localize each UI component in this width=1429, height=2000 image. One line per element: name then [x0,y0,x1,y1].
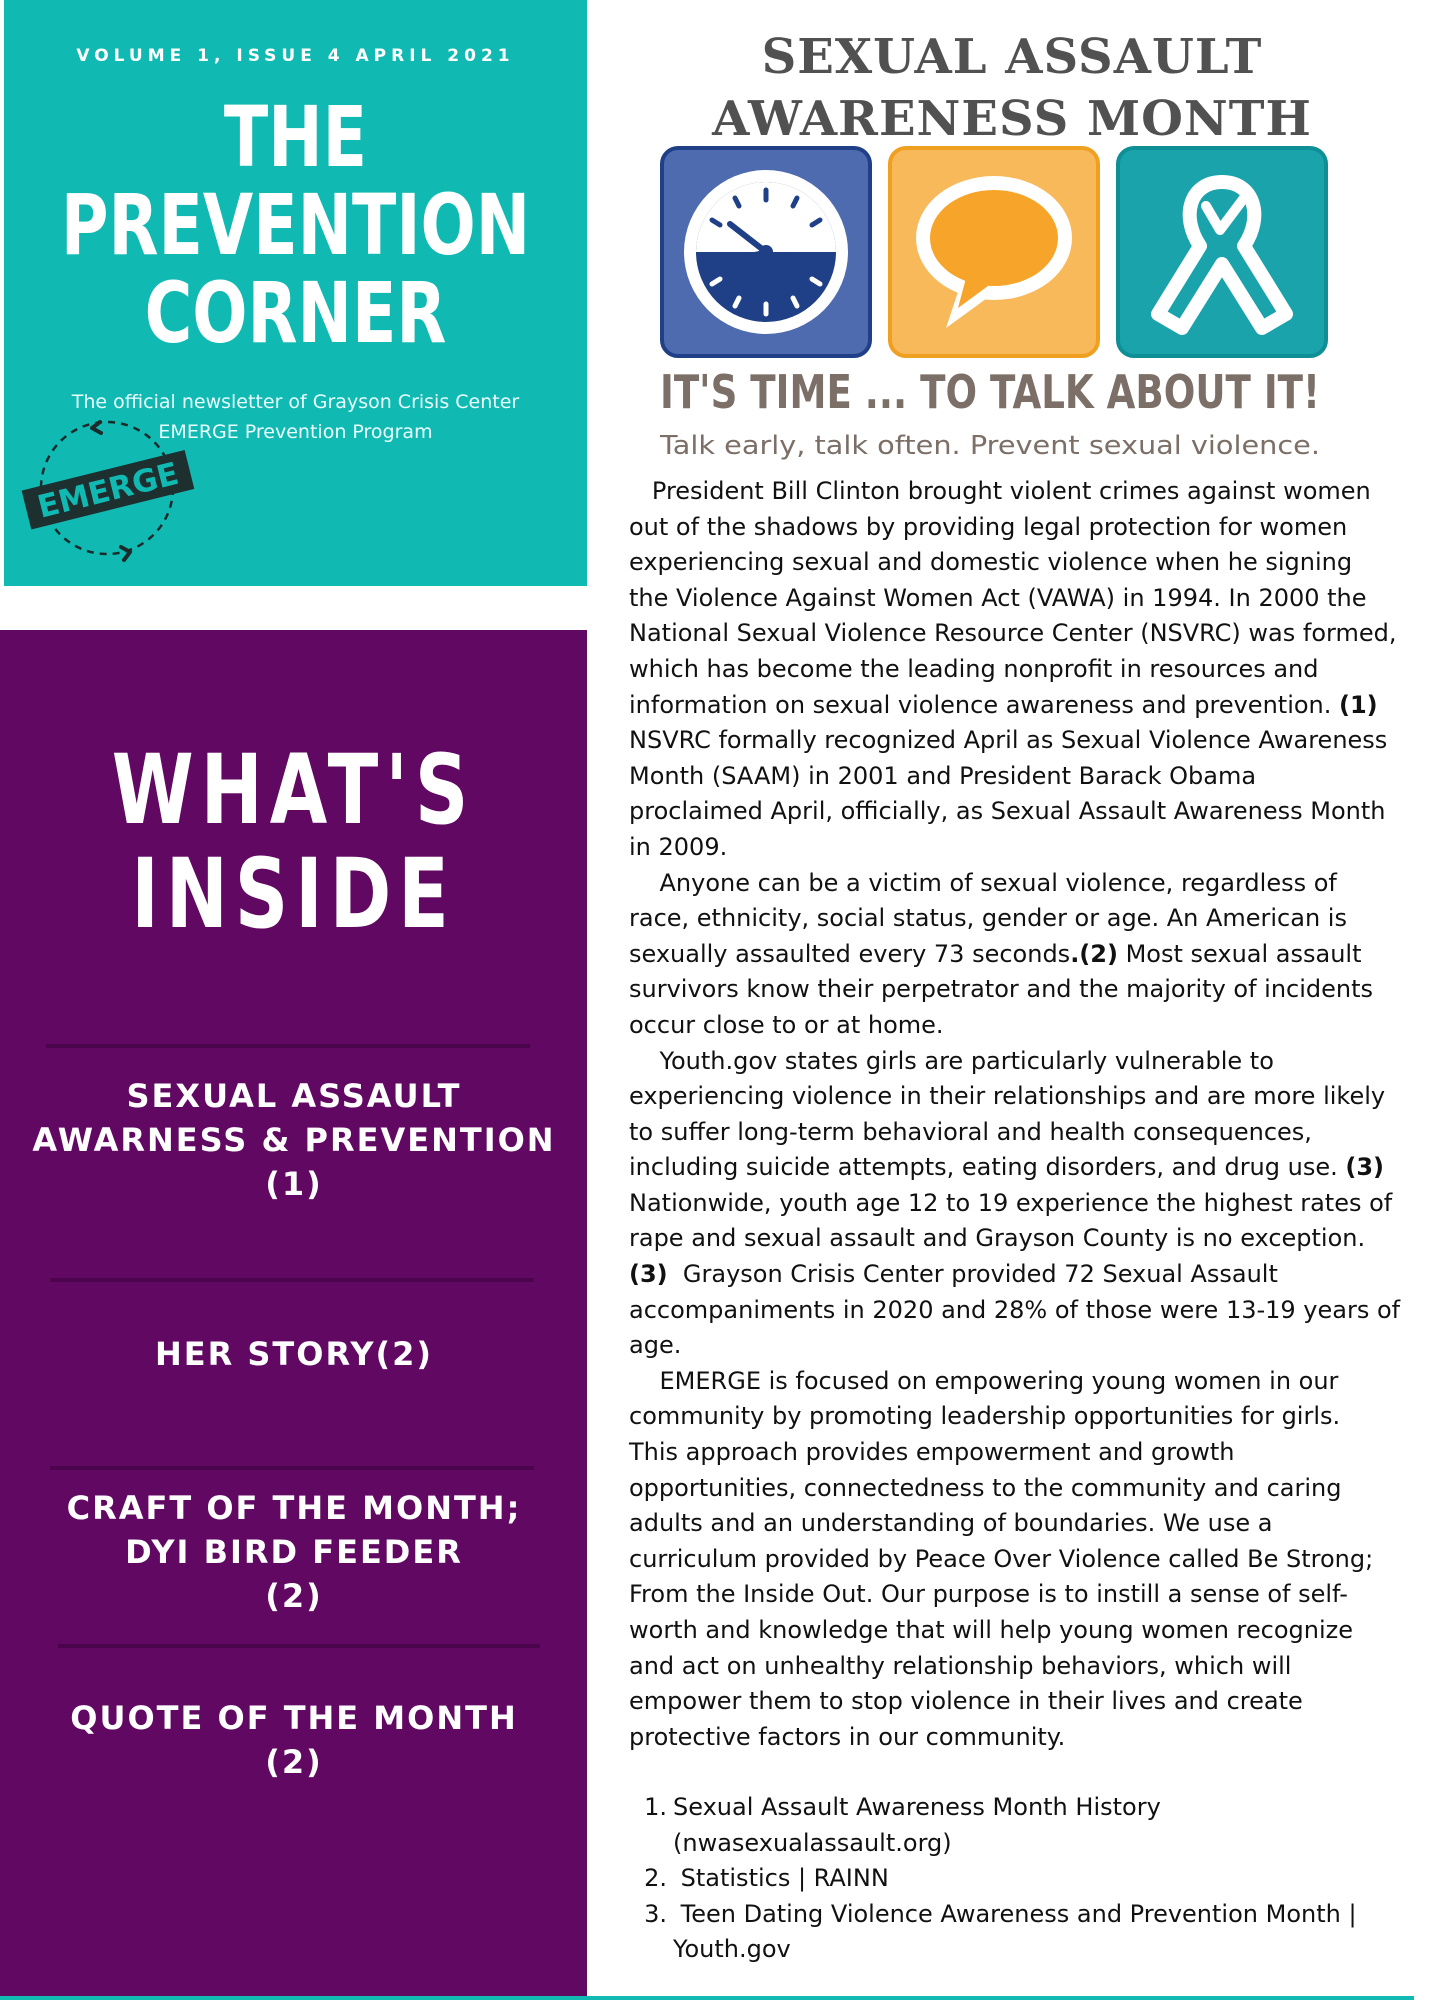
heading-line: INSIDE [131,838,456,950]
graphic-tagline: IT'S TIME ... TO TALK ABOUT IT! [660,365,1320,419]
article-paragraph [629,1364,1429,1756]
reference-item[interactable] [629,1861,1409,1897]
article-line [629,1008,1429,1044]
subtitle-line: EMERGE Prevention Program [158,421,433,443]
reference-text [673,1861,1409,1897]
emerge-logo-text: EMERGE [34,455,183,526]
toc-entry-craft[interactable] [20,1486,568,1618]
toc-entry-line: DYI BIRD FEEDER [125,1533,463,1571]
article-text: proclaimed April, officially, as Sexual Assault Awareness Month [629,797,1386,826]
article-text: experiencing sexual and domestic violence when he signing [629,548,1353,577]
article-line [629,901,1429,937]
article-line [629,866,1429,902]
article-line [629,1684,1429,1720]
article-line [629,937,1429,973]
reference-line: Youth.gov [673,1935,791,1964]
reference-number: 1. [644,1793,667,1821]
article-title [632,26,1392,150]
emerge-logo [12,418,202,578]
masthead-panel [4,0,587,586]
article-line [629,1364,1429,1400]
article-text: the Violence Against Women Act (VAWA) in 1994. In 2000 the [629,583,1367,612]
whats-inside-heading [41,734,546,950]
article-text: NSVRC formally recognized April as Sexual Violence Awareness [629,726,1388,755]
article-text: President Bill Clinton brought violent crimes against women [629,477,1371,505]
article-text: in 2009. [629,832,728,861]
newsletter-title [45,88,546,362]
toc-entry-line: HER STORY(2) [154,1335,434,1373]
article-line [629,652,1429,688]
toc-entry-quote[interactable] [20,1696,568,1784]
article-line [629,972,1429,1008]
reference-line: Statistics | RAINN [673,1864,889,1893]
article-line [629,1150,1429,1186]
article-text: experiencing violence in their relationships and are more likely [629,1082,1386,1111]
article-line [629,1328,1429,1364]
article-line [629,830,1429,866]
speech-bubble-icon [890,148,1098,356]
toc-entry-her-story[interactable] [20,1332,568,1376]
subtitle-line: The official newsletter of Grayson Crisis Center [71,391,520,413]
article-line [629,1720,1429,1756]
newsletter-title-line: CORNER [144,264,447,362]
article-text: Youth.gov states girls are particularly vulnerable to [629,1046,1274,1075]
article-text: This approach provides empowerment and growth [629,1438,1235,1467]
article [622,0,1414,2000]
saam-graphic [660,146,1382,466]
toc-divider [50,1466,534,1470]
article-text: adults and an understanding of boundaries. We use a [629,1509,1273,1538]
article-line [629,1471,1429,1507]
article-line [629,616,1429,652]
reference-line: Teen Dating Violence Awareness and Prevention Month | [673,1899,1357,1928]
article-line [629,1613,1429,1649]
article-line [629,1257,1429,1293]
article-line [629,1649,1429,1685]
reference-item[interactable] [629,1897,1409,1968]
toc-divider [46,1044,530,1048]
article-text: to suffer long-term behavioral and health consequences, [629,1117,1312,1146]
article-line [629,1435,1429,1471]
article-text: Month (SAAM) in 2001 and President Barack Obama [629,761,1257,790]
article-text: sexually assaulted every 73 seconds [629,939,1071,968]
article-title-line: SEXUAL ASSAULT [761,29,1263,85]
article-line [629,1293,1429,1329]
article-paragraph [629,1044,1429,1364]
article-line [629,688,1429,724]
article-line [629,1044,1429,1080]
article-line [629,1221,1429,1257]
article-text: Grayson Crisis Center provided 72 Sexual Assault [667,1260,1278,1289]
toc-entry-line: CRAFT OF THE MONTH; [66,1489,522,1527]
toc-entry-sexual-assault[interactable] [20,1074,568,1206]
bottom-rule [0,1996,1414,2000]
article-line [629,1115,1429,1151]
article-line [629,1186,1429,1222]
article-text: and act on unhealthy relationship behaviors, which will [629,1651,1292,1680]
article-text: EMERGE is focused on empowering young women in our [629,1366,1339,1395]
article-text: information on sexual violence awareness and prevention. [629,690,1340,719]
article-text: protective factors in our community. [629,1722,1066,1751]
toc-entry-line: SEXUAL ASSAULT [126,1077,462,1115]
article-text: out of the shadows by providing legal protection for women [629,512,1348,541]
article-text: including suicide attempts, eating disorders, and drug use. [629,1153,1346,1182]
toc-divider [50,1278,534,1282]
article-text: Most sexual assault [1117,939,1362,968]
citation-marker: (1) [1339,690,1378,719]
article-line [629,794,1429,830]
toc-divider [58,1644,540,1648]
article-text: survivors know their perpetrator and the majority of incidents [629,975,1374,1004]
article-line [629,723,1429,759]
toc-entry-line: (2) [265,1577,323,1615]
clock-icon [662,148,870,356]
article-line [629,474,1429,510]
article-text: occur close to or at home. [629,1010,944,1039]
article-line [629,581,1429,617]
article-text: National Sexual Violence Resource Center (NSVRC) was formed, [629,619,1397,648]
newsletter-title-line: THE [223,88,368,186]
article-text: From the Inside Out. Our purpose is to instill a sense of self- [629,1580,1348,1609]
article-text: empower them to stop violence in their lives and create [629,1687,1303,1716]
article-body [629,474,1429,1755]
reference-line: (nwasexualassault.org) [673,1828,952,1857]
article-text: race, ethnicity, social status, gender or age. An American is [629,904,1347,933]
article-line [629,1079,1429,1115]
references-list [629,1790,1409,1968]
article-text: worth and knowledge that will help young women recognize [629,1616,1353,1644]
article-line [629,1542,1429,1578]
article-paragraph [629,474,1429,866]
toc-entry-line: QUOTE OF THE MONTH [70,1699,518,1737]
heading-line: WHAT'S [111,734,476,846]
article-line [629,759,1429,795]
newsletter-title-line: PREVENTION [60,176,531,274]
citation-marker: .(2) [1070,939,1118,968]
article-line [629,1577,1429,1613]
toc-entry-line: (2) [265,1743,323,1781]
article-title-line: AWARENESS MONTH [712,91,1312,147]
article-text: curriculum provided by Peace Over Violence called Be Strong; [629,1544,1374,1573]
article-text: opportunities, connectedness to the community and caring [629,1473,1342,1502]
article-line [629,510,1429,546]
citation-marker: (3) [1345,1153,1385,1182]
citation-marker: (3) [629,1260,668,1289]
awareness-ribbon-icon [1118,148,1326,356]
reference-line: Sexual Assault Awareness Month History [673,1793,1161,1821]
toc-entry-line: (1) [265,1165,323,1203]
article-line [629,545,1429,581]
article-text: which has become the leading nonprofit in resources and [629,654,1319,683]
reference-number: 3. [644,1899,667,1928]
graphic-subline: Talk early, talk often. Prevent sexual violence. [658,431,1320,461]
article-line [629,1506,1429,1542]
article-text: age. [629,1331,682,1360]
article-paragraph [629,866,1429,1044]
issue-line: VOLUME 1, ISSUE 4 APRIL 2021 [76,46,515,66]
article-line [629,1399,1429,1435]
article-text: Nationwide, youth age 12 to 19 experience the highest rates of [629,1188,1393,1217]
article-text: rape and sexual assault and Grayson County is no exception. [629,1224,1366,1253]
reference-number: 2. [644,1864,667,1893]
reference-item[interactable] [629,1790,1409,1861]
article-text: community by promoting leadership opportunities for girls. [629,1402,1341,1431]
article-text: accompaniments in 2020 and 28% of those were 13-19 years of [629,1295,1401,1324]
article-text: Anyone can be a victim of sexual violence, regardless of [629,868,1337,897]
reference-text [673,1897,1409,1968]
whats-inside-panel [0,630,587,2000]
toc-entry-line: AWARNESS & PREVENTION [32,1121,556,1159]
reference-text [673,1790,1409,1861]
